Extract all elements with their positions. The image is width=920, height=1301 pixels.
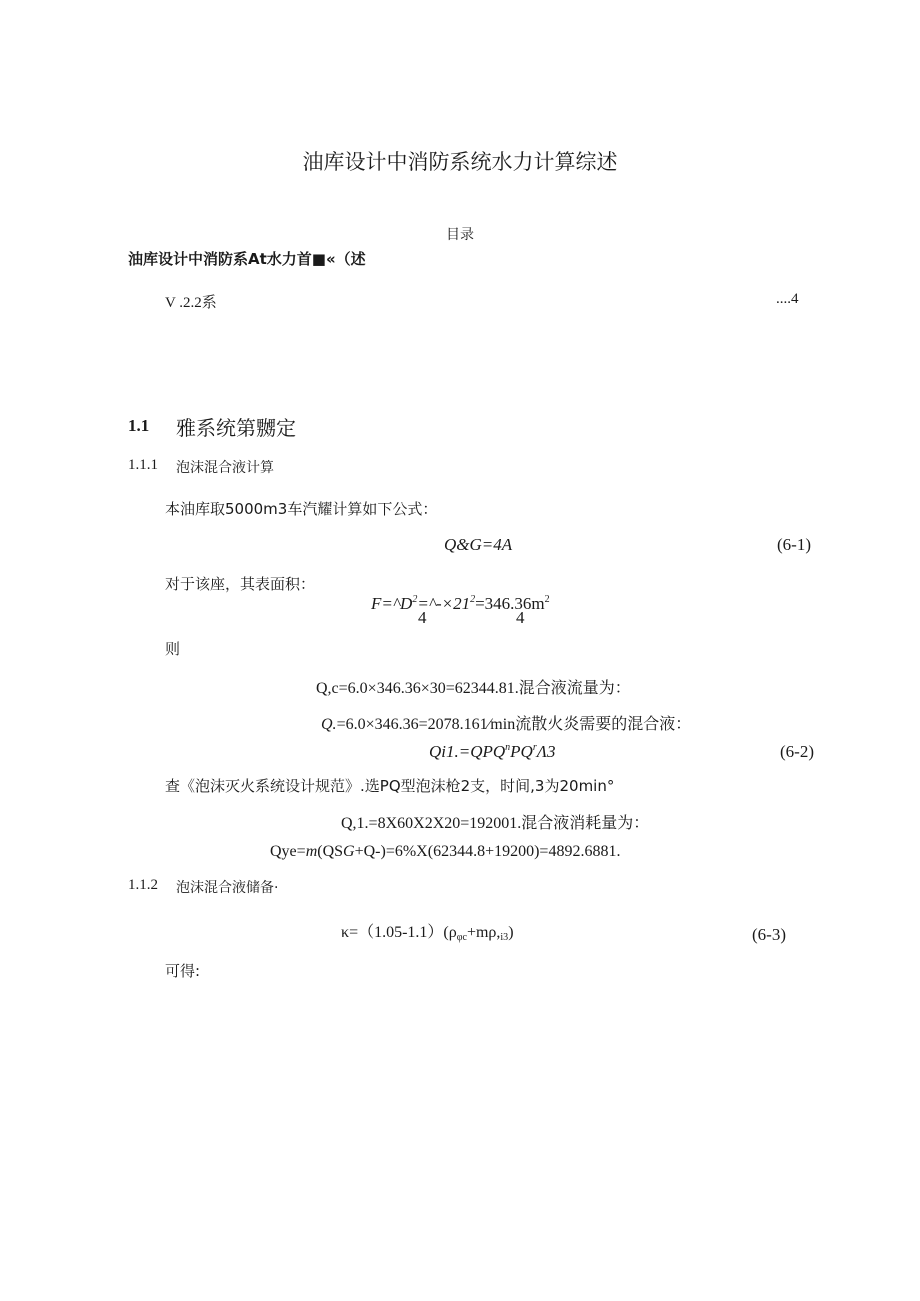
calc-4-m: m (305, 843, 318, 860)
area-fraction-denominator-2: 4 (516, 608, 525, 627)
toc-entry-main[interactable]: 油库设计中消防系At水力首■«（述 (128, 250, 366, 268)
document-title: 油库设计中消防系统水力计算综述 (302, 150, 618, 174)
section-number: 1.1 (128, 416, 150, 435)
area-eq-sup1: 2 (412, 594, 418, 605)
equation-6-3-number: (6-3) (752, 925, 786, 944)
eq3-part-b: +mρ, (466, 924, 501, 941)
equation-6-1-number: (6-1) (777, 535, 811, 554)
calc-2-symbol: Q. (321, 716, 337, 733)
area-label: 对于该座，其表面积： (165, 575, 316, 593)
subsection-2-title: 泡沫混合液储备· (176, 880, 279, 896)
subsection-1-title: 泡沫混合液计算 (176, 460, 274, 476)
equation-6-2 (429, 742, 556, 762)
section-title: 雅系统第嬲定 (176, 416, 296, 440)
equation-6-1: Q&G=4A (444, 535, 513, 554)
area-eq-part3: =346.36m (475, 594, 545, 613)
area-eq-sup3: 2 (544, 594, 550, 605)
eq3-sub-2: i3 (500, 932, 509, 943)
calc-line-3: Q,1.=8X60X2X20=192001.混合液消耗量为： (341, 815, 650, 832)
subsection-2-number: 1.1.2 (128, 877, 158, 893)
eq3-part-a: κ=（1.05-1.1）(ρ (341, 924, 457, 941)
area-eq-sup2: 2 (470, 594, 476, 605)
reference-paragraph: 查《泡沫灭火系统设计规范》.选PQ型泡沫枪2支，时间,3为20min° (165, 777, 615, 795)
result-label: 可得: (165, 962, 201, 980)
eq2-sup-2: r (532, 742, 537, 753)
intro-paragraph: 本油库取5000m3车汽耀计算如下公式： (165, 500, 438, 518)
eq3-part-c: ) (508, 924, 514, 941)
calc-4-part-b: (QS (317, 843, 344, 860)
area-eq-part2: =^-×21 (417, 594, 471, 613)
calc-line-4 (270, 843, 620, 861)
eq2-sup-1: n (505, 742, 511, 753)
then-label: 则 (165, 640, 181, 658)
calc-4-part-a: Qye= (270, 843, 306, 860)
area-eq-part1: F=^D (371, 594, 413, 613)
toc-heading: 目录 (446, 227, 474, 243)
equation-6-3 (341, 919, 514, 943)
equation-6-2-number: (6-2) (780, 742, 814, 761)
calc-4-part-c: +Q-)=6%X(62344.8+19200)=4892.6881. (354, 843, 621, 860)
area-fraction-denominator-1: 4 (418, 608, 427, 627)
calc-2-rest: =6.0×346.36=2078.161∕min流散火炎需要的混合液： (336, 716, 692, 733)
toc-entry-label[interactable]: V .2.2系 (165, 295, 217, 311)
eq2-part-c: Λ3 (536, 742, 556, 761)
toc-entry-page: ....4 (776, 291, 799, 307)
eq2-part-b: PQ (510, 742, 533, 761)
calc-4-g: G (343, 843, 355, 860)
calc-line-2 (321, 711, 691, 734)
eq2-part-a: Qi1.=QPQ (429, 742, 506, 761)
eq3-sub-1: φc (456, 932, 467, 943)
subsection-1-number: 1.1.1 (128, 457, 158, 473)
calc-line-1: Q,c=6.0×346.36×30=62344.81.混合液流量为： (316, 680, 631, 697)
